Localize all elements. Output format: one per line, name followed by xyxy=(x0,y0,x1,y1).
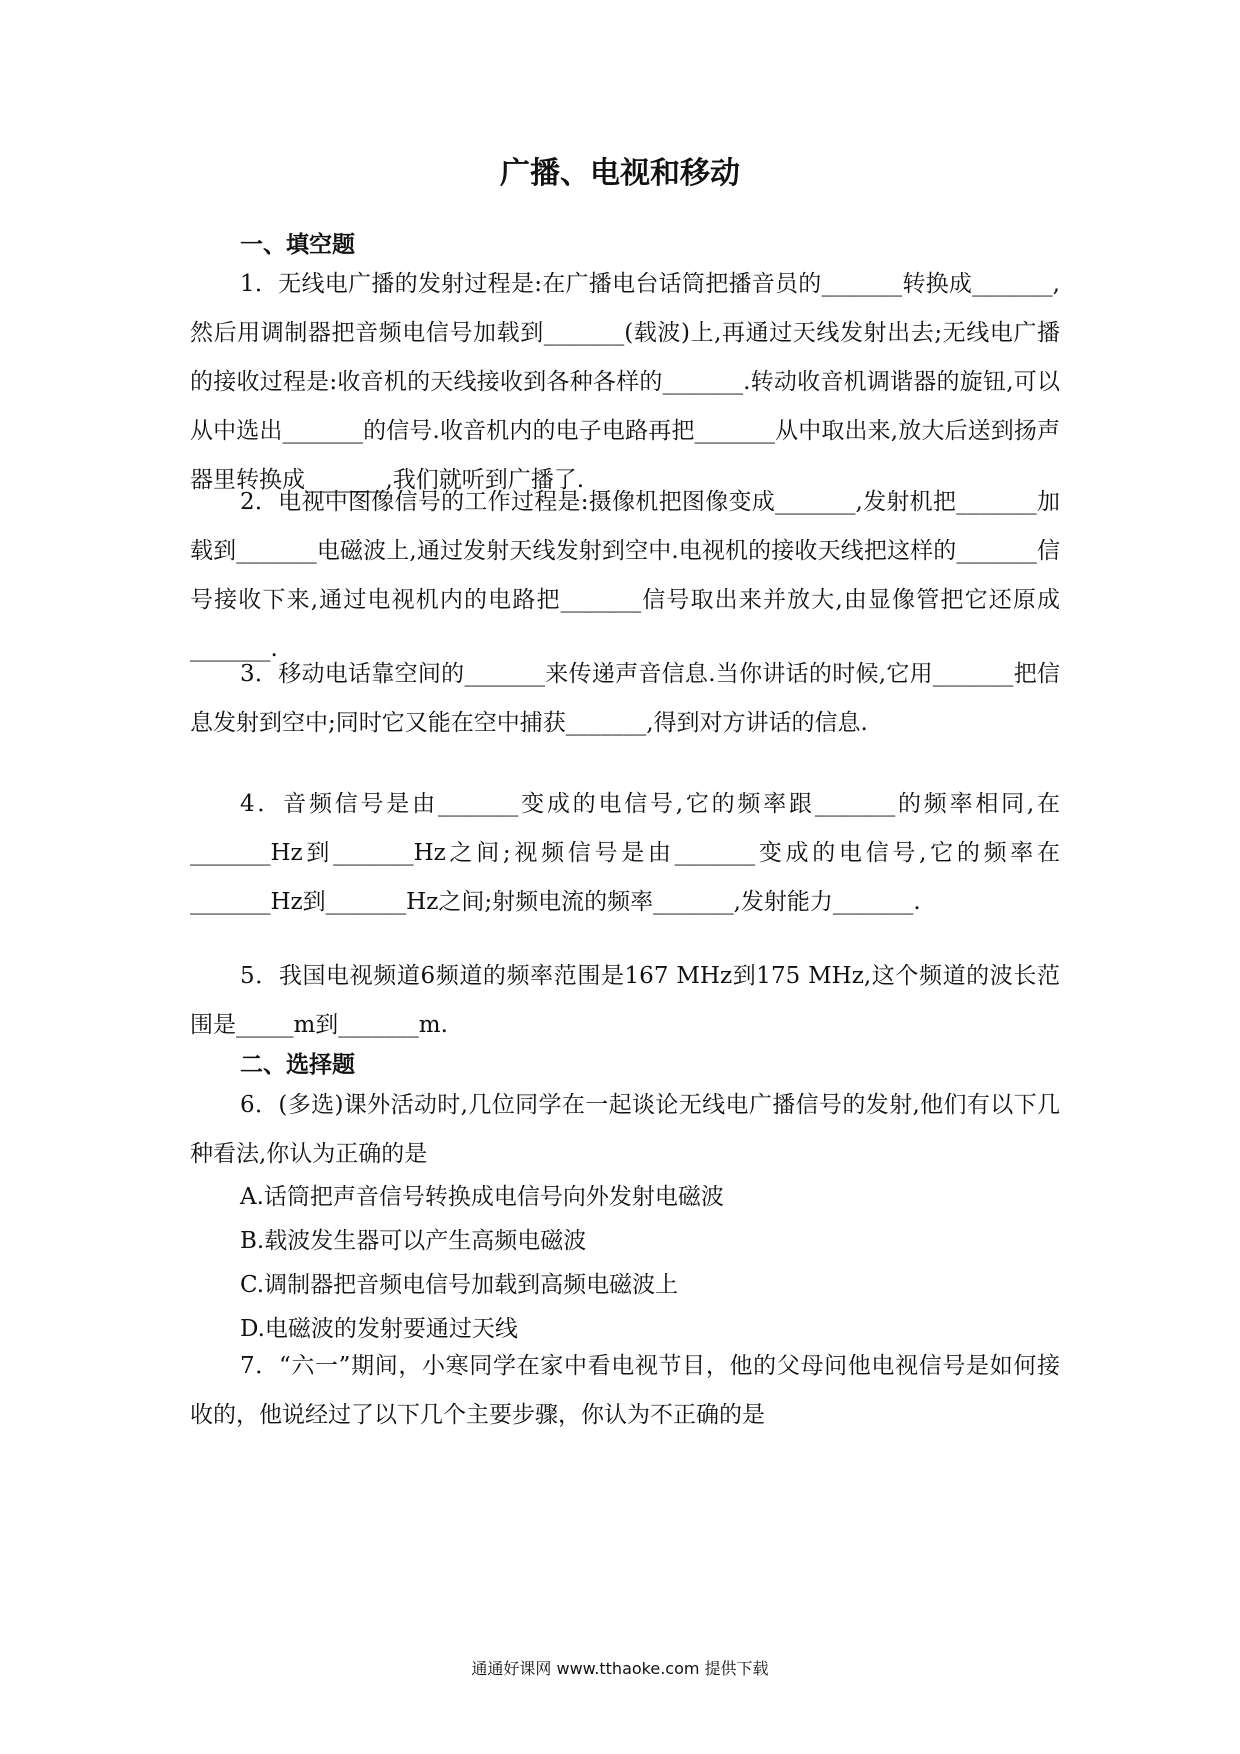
question-6-option-d: D.电磁波的发射要通过天线 xyxy=(240,1316,518,1342)
question-6-option-a: A.话筒把声音信号转换成电信号向外发射电磁波 xyxy=(240,1184,724,1210)
question-4: 4．音频信号是由_______变成的电信号,它的频率跟_______的频率相同,在_______Hz到_______Hz之间;视频信号是由_______变成的电信号,它的频率在_______Hz到_______Hz之间;射频电流的频率_______,发射能力_______. xyxy=(190,791,1060,915)
question-1: 1．无线电广播的发射过程是:在广播电台话筒把播音员的_______转换成_______,然后用调制器把音频电信号加载到_______(载波)上,再通过天线发射出去;无线电广播的接收过程是:收音机的天线接收到各种各样的_______.转动收音机调谐器的旋钮,可以从中选出_______的信号.收音机内的电子电路再把_______从中取出来,放大后送到扬声器里转换成_______,我们就听到广播了. xyxy=(190,271,1060,493)
page-title: 广播、电视和移动 xyxy=(500,156,740,191)
question-2: 2．电视中图像信号的工作过程是:摄像机把图像变成_______,发射机把_______加载到_______电磁波上,通过发射天线发射到空中.电视机的接收天线把这样的_______信号接收下来,通过电视机内的电路把_______信号取出来并放大,由显像管把它还原成_______. xyxy=(190,489,1060,662)
question-3: 3．移动电话靠空间的_______来传递声音信息.当你讲话的时候,它用_______把信息发射到空中;同时它又能在空中捕获_______,得到对方讲话的信息. xyxy=(190,661,1060,736)
section-heading-fill-blank: 一、填空题 xyxy=(240,232,355,258)
question-7: 7．“六一”期间，小寒同学在家中看电视节目，他的父母问他电视信号是如何接收的，他说经过了以下几个主要步骤，你认为不正确的是 xyxy=(190,1353,1060,1428)
page-footer: 通通好课网 www.tthaoke.com 提供下载 xyxy=(471,1659,769,1678)
question-6: 6．(多选)课外活动时,几位同学在一起谈论无线电广播信号的发射,他们有以下几种看法,你认为正确的是 xyxy=(190,1092,1060,1167)
question-5: 5．我国电视频道6频道的频率范围是167 MHz到175 MHz,这个频道的波长范围是_____m到_______m. xyxy=(190,963,1060,1038)
section-heading-choice: 二、选择题 xyxy=(240,1052,355,1078)
question-6-option-c: C.调制器把音频电信号加载到高频电磁波上 xyxy=(240,1272,679,1298)
question-6-option-b: B.载波发生器可以产生高频电磁波 xyxy=(240,1228,587,1254)
